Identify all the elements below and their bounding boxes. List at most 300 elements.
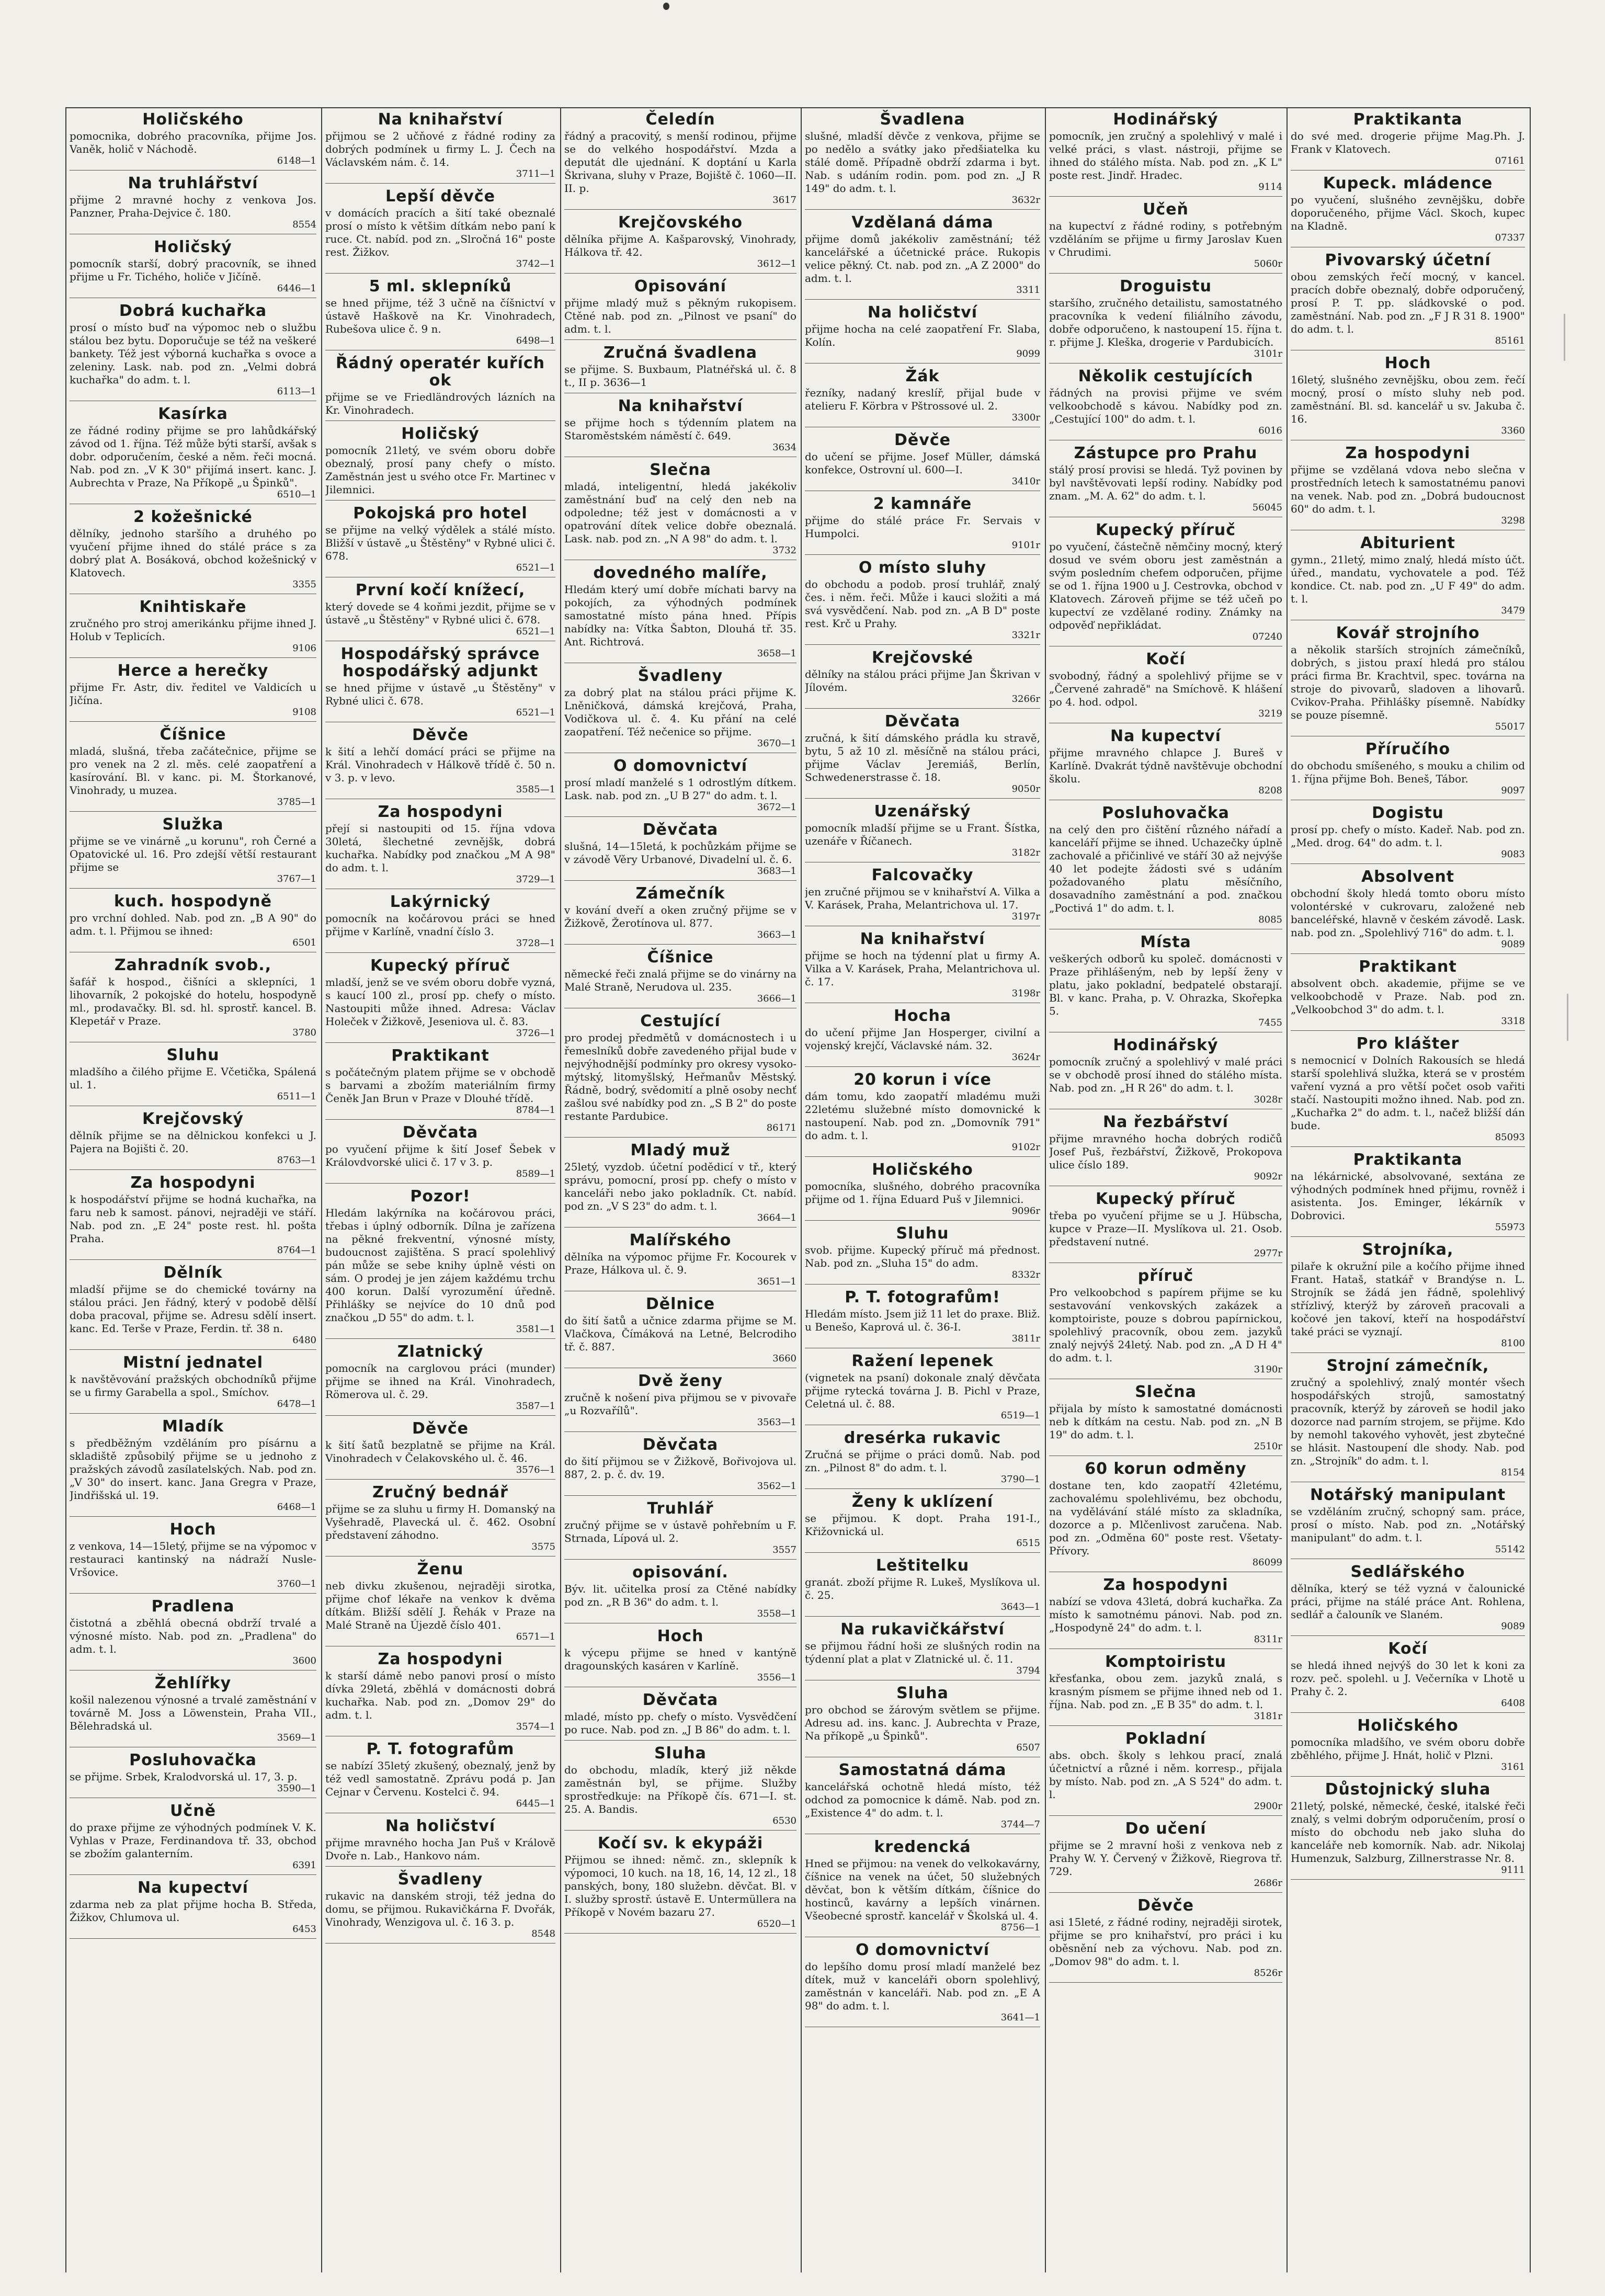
- ad-code: 9099: [1016, 348, 1040, 359]
- ad-code: 6501: [292, 937, 316, 948]
- ad-text: prosí mladí manželé s 1 odrostlým dítkem. Lask. nab. pod zn. „U B 27" do adm. t. l.: [564, 776, 796, 802]
- ad-code: 2686r: [1254, 1878, 1282, 1889]
- ad-text: abs. obch. školy s lehkou prací, znalá účetnictví a různé i něm. korresp., přijala by místo. Nab. pod zn. „A S 524" do adm. t. l.: [1049, 1749, 1282, 1801]
- ad-text: Přijmou se ihned: němč. zn., sklepník k výpomoci, 10 kuch. na 18, 16, 14, 12 zl., 18 panských, bony, 180 služebn. děvčat. Bl. v I. služby sprostř. ústavě E. Untermüllera na Příkopě v Novém bazaru 27.: [564, 1854, 796, 1918]
- classified-ad: [1291, 958, 1525, 1031]
- classified-ad: [1291, 1640, 1525, 1713]
- ad-heading: Hoch: [657, 1627, 704, 1645]
- classified-ad: [1291, 624, 1525, 736]
- ad-heading: Praktikant: [1359, 958, 1457, 976]
- classified-ad: [1049, 728, 1282, 800]
- ad-heading: Za hospodyni: [378, 803, 503, 821]
- ad-code: 07337: [1495, 232, 1525, 243]
- ad-code: 3161: [1501, 1761, 1525, 1772]
- ad-heading: Pokladní: [1125, 1730, 1206, 1748]
- ad-text: se přijme hoch s týdenním platem na Staroměstském náměstí č. 649.: [564, 416, 796, 442]
- ad-text: k starší dámě nebo panovi prosí o místo dívka 29letá, zběhlá v domácnosti dobrá kuchařka. Nab. pod zn. „Domov 29" do adm. t. l.: [325, 1669, 555, 1721]
- ad-text: k šití a lehčí domácí práci se přijme na Král. Vinohradech v Hálkově třídě č. 50 n. v 3. p. v levo.: [325, 745, 555, 784]
- ad-code: 56045: [1252, 502, 1282, 513]
- ad-code: 3266r: [1011, 694, 1040, 704]
- ad-text: se přijme. S. Buxbaum, Platnéřská ul. č. 8 t., II p. 3636—1: [564, 363, 796, 389]
- ad-code: 3300r: [1011, 412, 1040, 423]
- ad-text: v kování dveří a oken zručný přijme se v Žižkově, Žerotínova ul. 877.: [564, 904, 796, 929]
- classified-ad: [805, 930, 1040, 1003]
- ad-code: 6498—1: [516, 335, 555, 346]
- ad-text: se přijme na velký výdělek a stálé místo. Bližší v ústavě „u Štěstěny" v Rybné ulici č. 678.: [325, 524, 555, 562]
- ad-heading: Na kupectví: [1110, 727, 1221, 745]
- ad-heading: Krejčovské: [872, 649, 973, 667]
- ad-code: 07240: [1252, 631, 1282, 642]
- ad-text: Hledám který umí dobře míchati barvy na pokojích, za výhodných podmínek samostatné místo pána hned. Přípis nabídky na: Vítka Šabton, Dlouhá tř. 35. Ant. Richtrová.: [564, 583, 796, 648]
- classified-ad: [1049, 368, 1282, 440]
- ad-heading: Holičského: [872, 1161, 973, 1179]
- ad-code: 3198r: [1011, 988, 1040, 999]
- ad-text: po vyučení, částečně němčiny mocný, který dosud ve svém oboru jest zaměstnán a svým posledním chefem odporučen, přijme se od 1. října 1900 u J. Cestrovka, obchod v Klatovech. Zároveň přijme se též učeň po kupectví ze vzdělané rodiny. Známky na odpověď nepřikládat.: [1049, 540, 1282, 631]
- column-rule: [1530, 107, 1531, 2272]
- ad-code: 8100: [1501, 1338, 1525, 1349]
- ad-heading: Kupeck. mládence: [1323, 174, 1493, 192]
- ad-heading: Strojní zámečník,: [1326, 1357, 1489, 1375]
- column-rule: [65, 107, 66, 2272]
- ad-heading: Kupecký příruč: [370, 957, 511, 975]
- ad-text: do obchodu a podob. prosí truhlář, znalý čes. i něm. řeči. Může i kauci složiti a má svá vysvědčení. Nab. pod zn. „A B D" poste rest. Krč u Prahy.: [805, 578, 1040, 630]
- ad-code: 6521—1: [516, 626, 555, 637]
- ad-heading: Holičský: [154, 238, 232, 256]
- classified-ad: [325, 582, 555, 641]
- ad-heading: Sluha: [654, 1744, 707, 1763]
- ad-text: košil nalezenou výnosné a trvalé zaměstnání v továrně M. Joss a Löwenstein, Praha VII., Bělehradská ul.: [70, 1693, 316, 1732]
- ad-code: 6519—1: [1000, 1410, 1040, 1421]
- ad-code: 2900r: [1254, 1801, 1282, 1812]
- ad-heading: Strojníka,: [1362, 1241, 1454, 1259]
- ad-code: 6478—1: [277, 1399, 316, 1410]
- ad-code: 2510r: [1254, 1441, 1282, 1452]
- ad-code: 3355: [292, 579, 316, 590]
- classified-ad: [564, 1436, 796, 1496]
- ad-text: do své med. drogerie přijme Mag.Ph. J. Frank v Klatovech.: [1291, 130, 1525, 155]
- ad-code: 6511—1: [277, 1091, 316, 1102]
- ad-code: 3711—1: [516, 168, 555, 179]
- classified-ad: [1049, 1730, 1282, 1816]
- classified-ad: [1291, 741, 1525, 800]
- ad-code: 3811r: [1011, 1333, 1040, 1344]
- ad-text: Hned se přijmou: na venek do velkokavárny, číšnice na venek na účet, 50 služebných děvčat, bon k větším dítkám, číšnice do hostinců, kavárny a lepších vinárnen. Všeobecné sprostř. kancelář v Školská ul. 4.: [805, 1857, 1040, 1922]
- classified-ad: [70, 893, 316, 952]
- ad-heading: Hodinářský: [1113, 1036, 1219, 1054]
- classified-ad: [1049, 445, 1282, 517]
- ad-text: dělníka, který se též vyzná v čalounické práci, přijme na stálé práce Ant. Rohlena, sedlář a čalouník ve Slaném.: [1291, 1582, 1525, 1621]
- classified-ad: [564, 278, 796, 340]
- ad-text: třeba po vyučení přijme se u J. Hübscha, kupce v Praze—II. Myslíkova ul. 21. Osob. představení nutné.: [1049, 1209, 1282, 1248]
- ad-text: do šití přijmou se v Žižkově, Bořivojova ul. 887, 2. p. č. dv. 19.: [564, 1455, 796, 1481]
- ad-code: 3617: [772, 195, 796, 206]
- ad-code: 3585—1: [516, 784, 555, 795]
- ad-code: 9092r: [1254, 1171, 1282, 1182]
- classified-ad: [325, 1484, 555, 1556]
- ad-code: 3590—1: [277, 1783, 316, 1794]
- ad-heading: Učeň: [1143, 200, 1189, 219]
- ad-text: dělníky na stálou práci přijme Jan Škrivan v Jílovém.: [805, 668, 1040, 694]
- ad-code: 6016: [1258, 425, 1282, 436]
- classified-ad: [1049, 1190, 1282, 1263]
- ad-code: 3658—1: [757, 648, 796, 659]
- ad-code: 3643—1: [1000, 1601, 1040, 1612]
- ad-heading: Na holičství: [385, 1817, 496, 1835]
- ad-text: pomocník na kočárovou práci se hned přijme v Karlíně, vnadní číslo 3.: [325, 912, 555, 938]
- ad-heading: Sluha: [896, 1684, 949, 1702]
- ad-code: 3028r: [1254, 1094, 1282, 1105]
- ad-heading: Děvčata: [642, 821, 719, 839]
- classified-ad: [805, 713, 1040, 799]
- ad-text: Zručná se přijme o práci domů. Nab. pod zn. „Pilnost 8" do adm. t. l.: [805, 1448, 1040, 1474]
- ad-heading: kredencká: [874, 1838, 971, 1856]
- ad-heading: dresérka rukavic: [844, 1429, 1001, 1447]
- ad-text: Býv. lit. učitelka prosí za Ctěné nabídky pod zn. „R B 36" do adm. t. l.: [564, 1583, 796, 1608]
- ad-heading: Herce a herečky: [117, 662, 269, 680]
- ad-text: k hospodářství přijme se hodná kuchařka, na faru neb k samost. pánovi, nejraději ve stáří. Nab. pod zn. „E 24" poste rest. hl. pošta Praha.: [70, 1193, 316, 1245]
- ad-heading: Na kupectví: [138, 1879, 248, 1897]
- ad-text: přijme se za sluhu u firmy H. Domanský na Vyšehradě, Plavecká ul. č. 462. Osobní představení záhodno.: [325, 1503, 555, 1541]
- ad-heading: Na rukavičkářství: [840, 1620, 1005, 1639]
- ad-code: 8526r: [1254, 1968, 1282, 1979]
- classified-ad: [1291, 1151, 1525, 1237]
- ad-code: 8554: [292, 219, 316, 230]
- ad-text: přijala by místo k samostatné domácnosti neb k dítkám na cestu. Nab. pod zn. „N B 19" do adm. t. l.: [1049, 1402, 1282, 1441]
- ad-heading: Děvčata: [884, 712, 961, 731]
- ad-heading: Dělnice: [645, 1295, 715, 1313]
- ad-heading: Za hospodyni: [1103, 1576, 1228, 1594]
- ad-text: pomocník starší, dobrý pracovník, se ihned přijme u Fr. Tichého, holiče v Jičíně.: [70, 257, 316, 283]
- ad-text: Hledám místo. Jsem již 11 let do praxe. Bliž. u Benešo, Kaprová ul. č. 36-I.: [805, 1308, 1040, 1333]
- ad-heading: Holičského: [1357, 1717, 1459, 1735]
- classified-ad: [1049, 1113, 1282, 1186]
- ad-heading: 20 korun i více: [853, 1071, 992, 1089]
- ad-text: s předběžným vzděláním pro písárnu a skladiště způsobilý přijme se u jednoho z pražských závodů zasílatelských. Nab. pod zn. „V 30" do insert. kanc. Jana Gregra v Praze, Jindřišská ul. 19.: [70, 1437, 316, 1502]
- ad-text: s nemocnicí v Dolních Rakousích se hledá starší spolehlivá služka, která se v prostém vaření vyzná a pro větší počet osob vařiti stačí. Nastoupiti možno ihned. Nab. pod zn. „Kuchařka 2" do adm. t. l., načež bližší dán bude.: [1291, 1054, 1525, 1132]
- classified-ad: [325, 188, 555, 274]
- classified-ad: [805, 649, 1040, 709]
- ad-code: 3190r: [1254, 1364, 1282, 1375]
- ad-heading: Pokojská pro hotel: [353, 504, 528, 522]
- ad-code: 3321r: [1011, 630, 1040, 641]
- ad-text: asi 15leté, z řádné rodiny, nejraději sirotek, přijme se pro knihařství, pro práci i ku oběsnění neb za výchovu. Nab. pod zn. „Domov 98" do adm. t. l.: [1049, 1916, 1282, 1968]
- classified-ad: [70, 1174, 316, 1260]
- classified-ad: [325, 726, 555, 799]
- ad-heading: Hocha: [893, 1007, 952, 1025]
- ad-code: 3360: [1501, 425, 1525, 436]
- ad-text: na kupectví z řádné rodiny, s potřebným vzděláním se přijme u firmy Jaroslav Kuen v Chrudimi.: [1049, 220, 1282, 258]
- ad-code: 3728—1: [516, 938, 555, 949]
- classified-ad: [805, 304, 1040, 363]
- ad-code: 3641—1: [1000, 2012, 1040, 2023]
- ad-heading: Děvčata: [402, 1123, 479, 1142]
- classified-ad: [805, 1289, 1040, 1348]
- ad-code: 6148—1: [277, 155, 316, 166]
- ad-text: zručně k nošení piva přijmou se v pivovaře „u Rozvařílů".: [564, 1391, 796, 1417]
- ad-text: mladšího a čilého přijme E. Včetička, Spálená ul. 1.: [70, 1065, 316, 1091]
- ad-heading: Žák: [905, 367, 940, 385]
- classified-ad: [70, 405, 316, 504]
- ad-code: 2977r: [1254, 1248, 1282, 1259]
- ad-text: pomocníka, slušného, dobrého pracovníka přijme od 1. října Eduard Puš v Jilemnici.: [805, 1180, 1040, 1206]
- ad-code: 9050r: [1011, 783, 1040, 794]
- ad-code: 3574—1: [516, 1721, 555, 1732]
- ad-text: přijmou se 2 učňové z řádné rodiny za dobrých podmínek u firmy L. J. Čech na Václavském nám. č. 14.: [325, 130, 555, 168]
- ad-text: řádný a pracovitý, s menší rodinou, přijme se do velkého hospodářství. Mzda a deputát dle ujednání. K doptání u Karla Škrivana, sluhy v Praze, Bojiště č. 1060—II. II. p.: [564, 130, 796, 195]
- ad-heading: Číšnice: [160, 725, 226, 744]
- ad-code: 3726—1: [516, 1028, 555, 1039]
- ad-text: přijme 2 mravné hochy z venkova Jos. Panzner, Praha-Dejvice č. 180.: [70, 194, 316, 219]
- ad-text: křesťanka, obou zem. jazyků znalá, s krasným písmem se přijme ihned neb od 1. října. Nab. pod zn. „E B 35" do adm. t. l.: [1049, 1672, 1282, 1711]
- ad-code: 3101r: [1254, 348, 1282, 359]
- ad-code: 3729—1: [516, 874, 555, 885]
- ad-heading: Mladý muž: [630, 1141, 731, 1160]
- ad-text: pomocnika, dobrého pracovníka, přijme Jos. Vaněk, holič v Náchodě.: [70, 130, 316, 155]
- ad-heading: Ženu: [417, 1560, 464, 1578]
- ad-heading: Řádný operatér kuřích ok: [335, 354, 545, 390]
- ad-heading: Opisování: [634, 277, 727, 295]
- classified-ad: [564, 111, 796, 210]
- ad-heading: Švadlena: [880, 110, 965, 129]
- classified-ad: [70, 1802, 316, 1875]
- ad-text: k šití šatů bezplatně se přijme na Král. Vinohradech v Čelakovského ul. č. 46.: [325, 1439, 555, 1464]
- classified-ad: [325, 278, 555, 350]
- ad-code: 8764—1: [277, 1245, 316, 1256]
- ad-code: 6391: [292, 1860, 316, 1871]
- ad-heading: Hoch: [169, 1520, 217, 1539]
- ad-text: pomocník 21letý, ve svém oboru dobře obeznalý, prosí pany chefy o místo. Zaměstnán jest u svého otce Fr. Martinec v Jilemnici.: [325, 444, 555, 496]
- ad-text: dám tomu, kdo zaopatří mladému muži 22letému služebné místo domovnické k nastoupení. Nab. pod zn. „Domovník 791" do adm. t. l.: [805, 1090, 1040, 1142]
- ad-code: 3182r: [1011, 847, 1040, 858]
- classified-ad: [70, 1047, 316, 1106]
- classified-ad: [805, 1761, 1040, 1834]
- ad-heading: Mladík: [162, 1417, 224, 1436]
- ad-code: 8332r: [1011, 1269, 1040, 1280]
- ad-heading: Dogistu: [1372, 804, 1444, 822]
- ad-text: na celý den pro čištění různého nářadí a kanceláří přijme se ihned. Uchazečky úplně zachovalé a přičinlivé ve stáří 30 až nejvýše 40 let podejte žádosti své s udáním požadovaného platu měsíčního, dosavadního zaměstnání a pod. značkou „Poctivá 1" do adm. t. l.: [1049, 823, 1282, 914]
- ad-code: 6521—1: [516, 707, 555, 718]
- ad-code: 8548: [531, 1928, 555, 1939]
- ad-heading: Slečna: [1135, 1383, 1197, 1401]
- ad-heading: O domovnictví: [613, 757, 748, 775]
- ad-heading: Krejčovský: [142, 1110, 244, 1128]
- classified-ad: [564, 1142, 796, 1227]
- ad-code: 86171: [766, 1122, 796, 1133]
- ad-text: slušné, mladší děvče z venkova, přijme se po nedělo a svátky jako předšiatelka ku stálé domě. Případně obdrží zdarma i byt. Nab. s udáním rodin. pom. pod zn. „J R 149" do adm. t. l.: [805, 130, 1040, 195]
- ad-text: mladá, inteligentní, hledá jakékoliv zaměstnání buď na celý den neb na odpoledne; též jest v domácnosti a v opatrování dítek velice dobře obeznalá. Lask. nab. pod zn. „N A 98" do adm. t. l.: [564, 480, 796, 545]
- classified-ad: [805, 559, 1040, 645]
- ad-code: 55973: [1495, 1222, 1525, 1233]
- ad-heading: Kasírka: [158, 405, 228, 423]
- ad-code: 9108: [292, 707, 316, 718]
- ad-code: 3318: [1501, 1016, 1525, 1027]
- ad-text: pomocník na carglovou práci (munder) přijme se ihned na Král. Vinohradech, Römerova ul. č. 29.: [325, 1362, 555, 1401]
- ad-code: 85093: [1495, 1132, 1525, 1143]
- ad-text: dělník přijme se na dělnickou konfekci u J. Pajera na Bojišti č. 20.: [70, 1129, 316, 1155]
- ad-heading: Notářský manipulant: [1310, 1486, 1506, 1504]
- ad-text: pilaře k okružní pile a kočího přijme ihned Frant. Hataš, statkář v Brandýse n. L. Strojník se žádá jen řádně, spolehlivý střízlivý, kterýž by zároveň pracovali a kočové jen takoví, kteří na hospodářství také práci se vyznají.: [1291, 1260, 1525, 1338]
- ad-text: k navštěvování pražských obchodníků přijme se u firmy Garabella a spol., Smíchov.: [70, 1373, 316, 1399]
- classified-ad: [564, 885, 796, 945]
- ad-text: pomocník zručný a spolehlivý v malé práci se v obchodě prosí ihned do stálého místa. Nab. pod zn. „H R 26" do adm. t. l.: [1049, 1055, 1282, 1094]
- ad-heading: Důstojnický sluha: [1325, 1780, 1491, 1799]
- ad-heading: Děvče: [1137, 1896, 1194, 1915]
- ad-heading: Praktikanta: [1353, 1151, 1463, 1169]
- classified-ad: [325, 1047, 555, 1120]
- ad-code: 6530: [772, 1815, 796, 1826]
- ad-text: dělníka na výpomoc přijme Fr. Kocourek v Praze, Hálkova ul. č. 9.: [564, 1251, 796, 1276]
- ad-code: 3576—1: [516, 1464, 555, 1475]
- ad-code: 9102r: [1011, 1142, 1040, 1153]
- ad-code: 9083: [1501, 849, 1525, 860]
- ad-text: staršího, zručného detailistu, samostatného pracovníka k vedení filiálního závodu, dobře odporučeno, k nastoupení 15. října t. r. přijme J. Kleška, drogerie v Pardubicích.: [1049, 297, 1282, 348]
- ad-text: pomocníka mladšího, ve svém oboru dobře zběhlého, přijme J. Hnát, holič v Plzni.: [1291, 1736, 1525, 1761]
- ad-text: do učení se přijme. Josef Müller, dámská konfekce, Ostrovní ul. 600—I.: [805, 450, 1040, 476]
- ad-code: 6446—1: [277, 283, 316, 294]
- ad-code: 6453: [292, 1924, 316, 1935]
- classified-ad: [1291, 355, 1525, 440]
- ad-text: 25letý, vyzdob. účetní podědicí v tř., který správu, pomocní, prosí pp. chefy o místo v kanceláři nebo jako pokladník. Ct. nabíd. pod zn. „V S 23" do adm. t. l.: [564, 1161, 796, 1212]
- ad-code: 9089: [1501, 939, 1525, 950]
- classified-ad: [70, 662, 316, 722]
- classified-ad: [564, 1232, 796, 1291]
- classified-ad: [70, 508, 316, 594]
- ad-text: se hned přijme, též 3 učně na číšnictví v ústavě Haškově na Kr. Vinohradech, Rubešova ulice č. 9 n.: [325, 297, 555, 335]
- ad-code: 9089: [1501, 1621, 1525, 1632]
- ad-heading: Služka: [162, 815, 224, 834]
- ad-code: 3219: [1258, 708, 1282, 719]
- classified-ad: [1291, 1035, 1525, 1147]
- classified-ad: [70, 726, 316, 812]
- ad-heading: Knihtiskaře: [139, 598, 247, 616]
- classified-ad: [70, 1675, 316, 1747]
- ad-text: přijme mravného hocha dobrých rodičů Josef Puš, řezbářství, Žižkově, Prokopova ulice číslo 189.: [1049, 1132, 1282, 1171]
- column-rule: [1045, 107, 1046, 2272]
- classified-ad: [1049, 1897, 1282, 1983]
- ad-text: přijme mravného chlapce J. Bureš v Karlíně. Dvakrát týdně navštěvuje obchodní školu.: [1049, 746, 1282, 785]
- ad-heading: Leštitelku: [875, 1556, 970, 1575]
- classified-ad: [1291, 252, 1525, 350]
- ad-text: do učení přijme Jan Hosperger, civilní a vojenský krejčí, Václavské nám. 32.: [805, 1026, 1040, 1052]
- ad-text: za dobrý plat na stálou práci přijme K. Lněničková, dámská krejčová, Praha, Vodičkova ul. č. 4. Ku přání na celé zaopatření. Též nečenice so přijme.: [564, 686, 796, 738]
- ad-heading: Slečna: [650, 461, 711, 479]
- classified-ad: [805, 1685, 1040, 1757]
- column-rule: [1287, 107, 1288, 2272]
- ad-code: 8085: [1258, 914, 1282, 925]
- classified-ad: [564, 564, 796, 663]
- ad-text: pro vrchní dohled. Nab. pod zn. „B A 90" do adm. t. l. Přijmou se ihned:: [70, 912, 316, 937]
- classified-ad: [805, 1161, 1040, 1221]
- ad-heading: Na knihařství: [860, 930, 985, 948]
- ad-heading: Dělník: [163, 1264, 223, 1282]
- classified-ad: [564, 1835, 796, 1934]
- classified-ad: [805, 1621, 1040, 1680]
- classified-ad: [70, 1354, 316, 1414]
- ad-text: svob. přijme. Kupecký příruč má přednost. Nab. pod zn. „Sluha 15" do adm.: [805, 1244, 1040, 1269]
- ad-code: 8589—1: [516, 1168, 555, 1179]
- ad-heading: Hodinářský: [1113, 110, 1219, 129]
- ad-heading: příruč: [1137, 1267, 1194, 1285]
- ad-heading: kuch. hospodyně: [114, 892, 272, 911]
- ad-heading: opisování.: [632, 1563, 728, 1582]
- classifieds-column-3: [564, 110, 796, 2267]
- ad-text: dostane ten, kdo zaopatří 42letému, zachovalému spolehlivému, bez obchodu, na vydělávání stálé místo za skladníka, dozorce a p. Mlčenlivost zaručena. Nab. pod zn. „Odměna 60" poste rest. Všetaty-Přívory.: [1049, 1479, 1282, 1557]
- ad-heading: Praktikant: [391, 1047, 490, 1065]
- ad-heading: Příručího: [1365, 740, 1451, 758]
- ad-heading: Posluhovačka: [129, 1751, 257, 1769]
- ad-text: se hledá ihned nejvýš do 30 let k koni za rozv. peč. spolehl. u J. Večerníka v Lhotě u Prahy č. 2.: [1291, 1659, 1525, 1698]
- ad-heading: Komptoiristu: [1105, 1653, 1226, 1671]
- ad-text: německé řeči znalá přijme se do vinárny na Malé Straně, Nerudova ul. 235.: [564, 968, 796, 993]
- ad-text: 21letý, polské, německé, české, italské řeči znalý, s velmi dobrým odporučením, prosí o místo do obchodu neb jako sluha do kanceláře neb komorník. Nab. adr. Nikolaj Humenzuk, Salzburg, Zillnerstrasse Nr. 8.: [1291, 1800, 1525, 1865]
- ad-text: který dovede se 4 koňmi jezdit, přijme se v ústavě „u Štěstěny" v Rybné ulici č. 678.: [325, 600, 555, 626]
- classified-ad: [325, 1561, 555, 1646]
- classified-ad: [325, 1741, 555, 1813]
- ad-text: obou zemských řečí mocný, v kancel. pracích dobře obeznalý, dobře odporučený, prosí P. T. pp. sládkovské o pod. zaměstnání. Nab. pod zn. „F J R 31 8. 1900" do adm. t. l.: [1291, 270, 1525, 335]
- classified-ad: [325, 1124, 555, 1184]
- classified-ad: [70, 1752, 316, 1798]
- ad-heading: Vzdělaná dáma: [851, 213, 994, 232]
- ad-text: přijme mladý muž s pěkným rukopisem. Ctěné nab. pod zn. „Pilnost ve psaní" do adm. t. l.: [564, 297, 796, 335]
- classified-ad: [70, 1110, 316, 1170]
- ad-text: po vyučení, slušného zevnějšku, dobře doporučeného, přijme Václ. Skoch, kupec na Kladně.: [1291, 194, 1525, 232]
- ad-heading: Na knihařství: [378, 110, 503, 129]
- ad-code: 3569—1: [277, 1732, 316, 1743]
- ad-text: přejí si nastoupiti od 15. října vdova 30letá, šlechetné zevnějšk, dobrá kuchařka. Nabídky pod značkou „M A 98" do adm. t. l.: [325, 822, 555, 874]
- classified-ad: [325, 355, 555, 421]
- classified-ad: [70, 175, 316, 234]
- ad-text: mladší přijme se do chemické továrny na stálou práci. Jen řádný, který v podobě dělší doba pracoval, přijme se. Adresu sdělí insert. kanc. Ed. Terše v Praze, Ferdin. tř. 38 n.: [70, 1283, 316, 1335]
- ad-text: mladší, jenž se ve svém oboru dobře vyzná, s kaucí 100 zl., prosí pp. chefy o místo. Nastoupiti může ihned. Adresa: Václav Holeček v Žižkově, Jeseniova ul. č. 83.: [325, 976, 555, 1028]
- ad-code: 3666—1: [757, 993, 796, 1004]
- classified-ad: [1291, 535, 1525, 620]
- ad-text: přijme mravného hocha Jan Puš v Králově Dvoře n. Lab., Hankovo nám.: [325, 1836, 555, 1862]
- ad-heading: Na truhlářství: [128, 174, 258, 192]
- column-rule: [321, 107, 322, 2272]
- ad-code: 3181r: [1254, 1711, 1282, 1722]
- ad-heading: 60 korun odměny: [1085, 1460, 1247, 1478]
- ad-heading: Děvčata: [642, 1436, 719, 1454]
- ad-code: 3558—1: [757, 1608, 796, 1619]
- ad-text: dělníka přijme A. Kašparovský, Vinohrady, Hálkova tř. 42.: [564, 233, 796, 258]
- classified-ad: [805, 1007, 1040, 1067]
- classified-ad: [1291, 868, 1525, 954]
- classified-ad: [70, 1418, 316, 1517]
- ad-text: obchodní školy hledá tomto oboru místo volontérské v cukrovaru, založené neb banceléřské, hlavně v českém závodě. Lask. nab. pod zn. „Spolehlivý 716" do adm. t. l.: [1291, 887, 1525, 939]
- ad-text: veškerých odborů ku společ. domácnosti v Praze přihlášeným, neb by lepší ženy v platu, jako pokladní, bedpatelé obstarají. Bl. v kanc. Praha, p. V. Ohrazka, Skořepka 5.: [1049, 952, 1282, 1017]
- ad-text: zručný a spolehlivý, znalý montér všech hospodářských strojů, samostatný pracovník, kterýž by zároveň se hodil jako dozorce nad parním strojem, se přijme. Kdo by nemohl takového vyhovět, jest zbytečné se hlásit. Nastoupení dle shody. Nab. pod zn. „Strojník" do adm. t. l.: [1291, 1376, 1525, 1467]
- ad-code: 3587—1: [516, 1401, 555, 1412]
- ad-text: 16letý, slušného zevnějšku, obou zem. řečí mocný, prosí o místo sluhy neb pod. zaměstnání. Bl. sd. kancelář u sv. Jakuba č. 16.: [1291, 373, 1525, 425]
- ad-code: 3744—7: [1000, 1819, 1040, 1830]
- classified-ad: [1049, 111, 1282, 197]
- classified-ad: [1291, 1717, 1525, 1777]
- ad-code: 6571—1: [516, 1631, 555, 1642]
- ad-text: po vyučení přijme k šití Josef Šebek v Královdvorské ulici č. 17 v 3. p.: [325, 1143, 555, 1168]
- ad-text: svobodný, řádný a spolehlivý přijme se v „Červené zahradě" na Smíchově. K hlášení po 4. hod. odpol.: [1049, 669, 1282, 708]
- ad-text: přijme se ve vinárně „u korunu", roh Černé a Opatovické ul. 16. Pro zdejší větší restaurant přijme se: [70, 835, 316, 873]
- column-rule: [560, 107, 561, 2272]
- classified-ad: [325, 957, 555, 1043]
- ad-text: a několik starších strojních zámečníků, dobrých, s jistou praxí hledá pro stálou práci firma Br. Krachtvil, spec. továrna na stroje do pivovarů, sladoven a lihovarů. Cvikov-Praha. Přihlášky písemně. Nabídky se pouze písemně.: [1291, 643, 1525, 721]
- classified-ad: [1049, 934, 1282, 1032]
- page-mark: [663, 3, 669, 10]
- classified-ad: [564, 1745, 796, 1831]
- ad-text: Hledám lakýrníka na kočárovou práci, třebas i úplný odborník. Dílna je zařízena na pěkné frekventní, výnosné místy, budoucnost zajištěna. S prací spolehlivý pán může se sebe knihy úplně vésti on sám. O prodej je jen zájem každému trchu 400 korun. Další vyrozumění úředně. Přihlášky se nejvíce do 10 dnů pod značkou „D 55" do adm. t. l.: [325, 1207, 555, 1324]
- ad-heading: Kupecký příruč: [1095, 521, 1236, 539]
- ad-text: zručného pro stroj amerikánku přijme ihned J. Holub v Teplicích.: [70, 617, 316, 643]
- ad-code: 9096r: [1011, 1206, 1040, 1217]
